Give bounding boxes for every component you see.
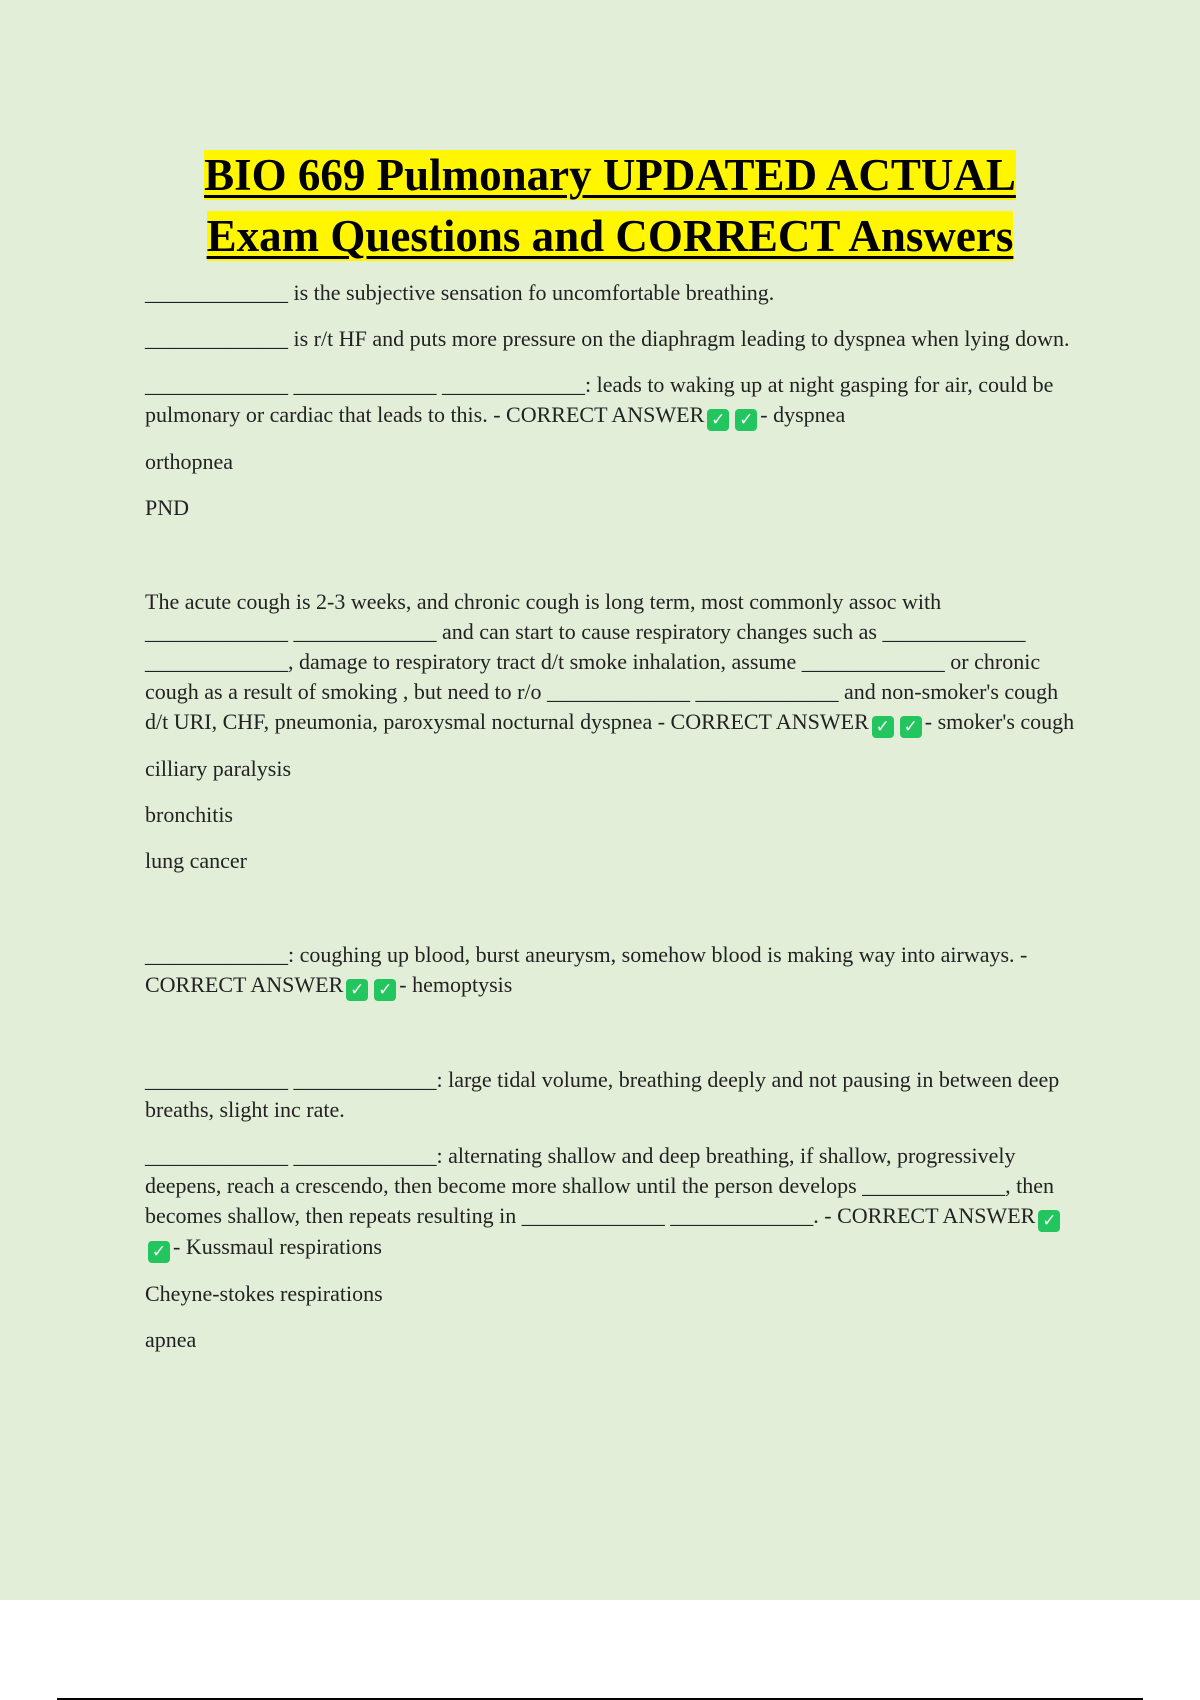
spacer bbox=[145, 1017, 1075, 1065]
answer-line: PND bbox=[145, 495, 190, 520]
check-icon: ✓ bbox=[735, 409, 757, 431]
title-line-1: BIO 669 Pulmonary UPDATED ACTUAL bbox=[204, 150, 1016, 200]
answer-text: - Kussmaul respirations bbox=[173, 1234, 382, 1259]
answer-line: Cheyne-stokes respirations bbox=[145, 1281, 383, 1306]
answer-line: cilliary paralysis bbox=[145, 756, 292, 781]
question-2-text: The acute cough is 2-3 weeks, and chronic cough is long term, most commonly assoc with _____________ _____________ and can start to cause respiratory changes such as _____________ _____________, damage to respiratory tract d/t smoke inhalation, assume _____________ or chronic cough as a result of smoking , but need to r/o _____________ _____________ and non-smoker's cough d/t URI, CHF, pneumonia, paroxysmal nocturnal dyspnea - CORRECT ANSWER bbox=[145, 589, 1059, 734]
question-2 bbox=[145, 587, 1075, 738]
check-icon: ✓ bbox=[346, 979, 368, 1001]
answer-line: orthopnea bbox=[145, 449, 233, 474]
question-1-part-3 bbox=[145, 370, 1075, 431]
answer-text: - dyspnea bbox=[760, 402, 846, 427]
check-icon: ✓ bbox=[374, 979, 396, 1001]
question-1-part-1: _____________ is the subjective sensation fo uncomfortable breathing. bbox=[145, 280, 775, 305]
question-1-text: _____________ _____________ _____________: leads to waking up at night gasping for air, could be pulmonary or cardiac that leads to this. - CORRECT ANSWER bbox=[145, 372, 1054, 427]
question-3-text: _____________: coughing up blood, burst aneurysm, somehow blood is making way into airways. - CORRECT ANSWER bbox=[145, 942, 1028, 997]
check-icon: ✓ bbox=[872, 716, 894, 738]
question-4-text: _____________ _____________: alternating shallow and deep breathing, if shallow, progressively deepens, reach a crescendo, then become more shallow until the person develops _____________, then becomes shallow, then repeats resulting in _____________ _____________. - CORRECT ANSWER bbox=[145, 1143, 1055, 1228]
title-line-2: Exam Questions and CORRECT Answers bbox=[206, 211, 1014, 261]
spacer bbox=[145, 539, 1075, 587]
check-icon: ✓ bbox=[1038, 1210, 1060, 1232]
spacer bbox=[145, 892, 1075, 940]
check-icon: ✓ bbox=[148, 1241, 170, 1263]
answer-text: - smoker's cough bbox=[924, 709, 1075, 734]
answer-line: lung cancer bbox=[145, 848, 247, 873]
check-icon: ✓ bbox=[707, 409, 729, 431]
document-body bbox=[145, 278, 1075, 1371]
question-3 bbox=[145, 940, 1075, 1001]
answer-line: apnea bbox=[145, 1327, 197, 1352]
question-1-part-2: _____________ is r/t HF and puts more pressure on the diaphragm leading to dyspnea when lying down. bbox=[145, 326, 1070, 351]
answer-text: - hemoptysis bbox=[399, 972, 513, 997]
document-title bbox=[145, 145, 1075, 267]
answer-line: bronchitis bbox=[145, 802, 233, 827]
question-4-part-1: _____________ _____________: large tidal volume, breathing deeply and not pausing in between deep breaths, slight inc rate. bbox=[145, 1067, 1060, 1122]
check-icon: ✓ bbox=[900, 716, 922, 738]
question-4-part-2 bbox=[145, 1141, 1075, 1263]
